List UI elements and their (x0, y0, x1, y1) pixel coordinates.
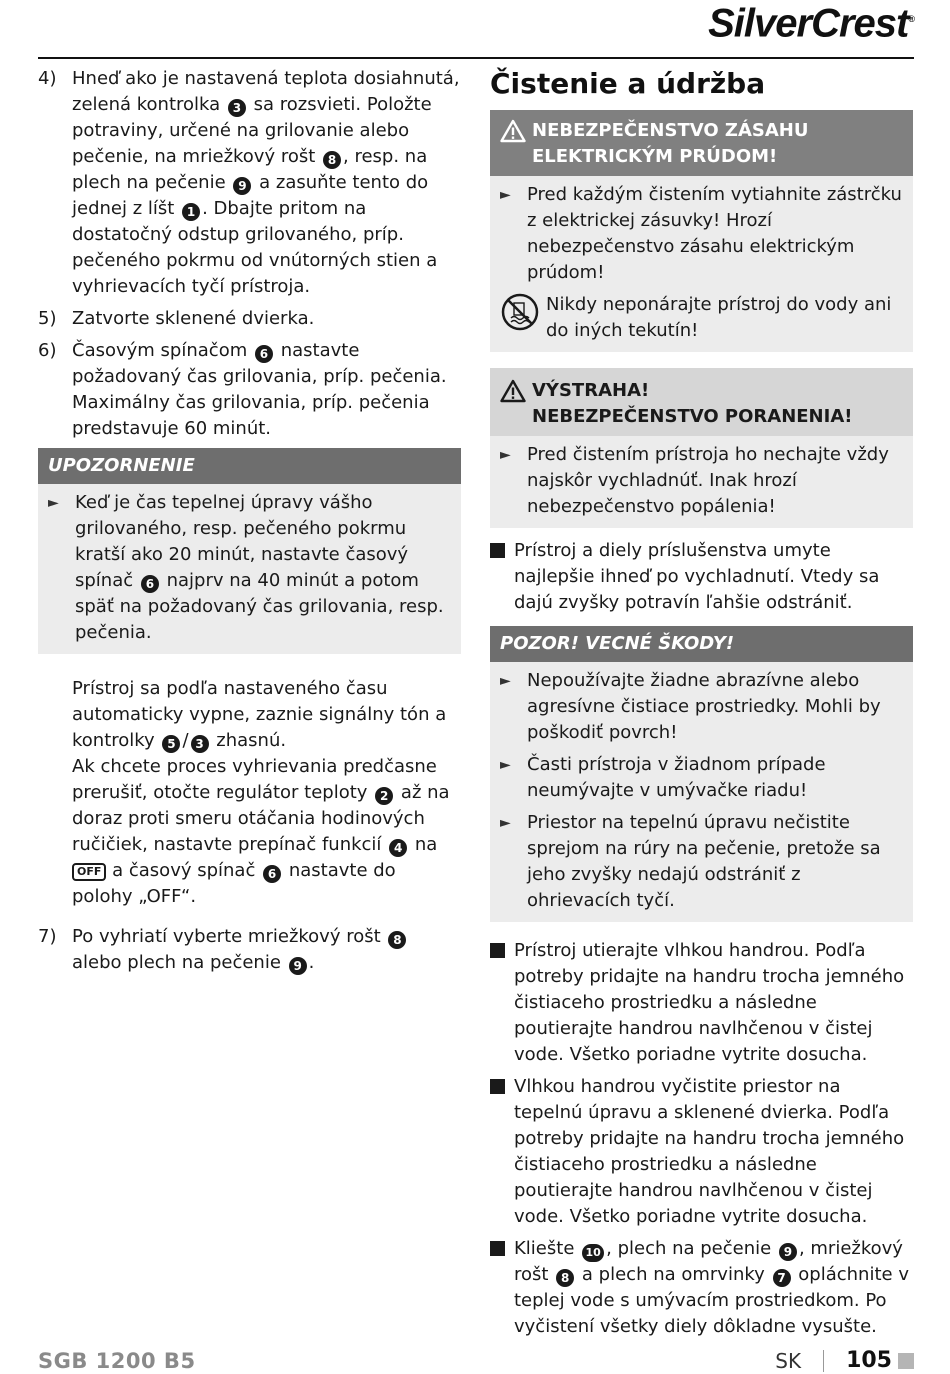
text: zhasnú. (216, 730, 287, 751)
ref-number: 8 (388, 931, 406, 949)
left-column (38, 66, 461, 982)
ref-number: 2 (375, 787, 393, 805)
text: alebo plech na pečenie (72, 952, 281, 973)
note-item (48, 490, 451, 646)
ref-number: 8 (323, 151, 341, 169)
text: Po vyhriatí vyberte mriežkový rošt (72, 926, 381, 947)
section-title: Čistenie a údržba (490, 67, 766, 100)
footer-square-icon (898, 1353, 914, 1369)
text: nastavte požadovaný čas grilovania, príp. pečenia. Maximálny čas grilovania, príp. pečenia predstavuje 60 minút. (72, 340, 447, 439)
item-text: Prístroj utierajte vlhkou handrou. Podľa potreby pridajte na handru trocha jemného čistiaceho prostriedku a následne poutierajte handrou navlhčenou v čistej vode. Všetko poriadne vytrite dosucha. (514, 940, 905, 1065)
item-text: Prístroj a diely príslušenstva umyte najlepšie ihneď po vychladnutí. Vtedy sa dajú zvyšky potravín ľahšie odstrániť. (514, 540, 880, 613)
step-6 (38, 338, 461, 442)
text: a zasuňte tento do jednej z líšt (72, 172, 429, 219)
danger-header (490, 110, 913, 176)
no-immersion-icon (500, 292, 540, 332)
text: Časovým spínačom (72, 340, 248, 361)
caution-item (500, 668, 903, 746)
note-box (38, 448, 461, 654)
ref-number: 9 (289, 957, 307, 975)
step-number: 4) (38, 68, 57, 89)
item-text: Nikdy neponárajte prístroj do vody ani do iných tekutín! (546, 294, 892, 341)
registered-mark: ® (908, 14, 914, 24)
header-rule (38, 57, 914, 59)
warning-item (500, 442, 903, 520)
title-line: ELEKTRICKÝM PRÚDOM! (532, 146, 778, 167)
text: na (414, 834, 438, 855)
square-bullet-icon (490, 1236, 514, 1340)
title-line: VÝSTRAHA! (532, 380, 650, 401)
note-title: UPOZORNENIE (38, 448, 461, 484)
step-4 (38, 66, 461, 300)
ref-number: 9 (233, 177, 251, 195)
arrow-bullet-icon: ► (500, 447, 511, 463)
text: Ak chcete proces vyhrievania predčasne prerušiť, otočte regulátor teploty (72, 756, 437, 803)
text: najprv na 40 minút a potom späť na požadovaný čas grilovania, resp. pečenia. (75, 570, 444, 643)
arrow-bullet-icon: ► (500, 673, 511, 689)
warning-header (490, 368, 913, 436)
step-number: 7) (38, 926, 57, 947)
text: Hneď ako je nastavená teplota dosiahnutá, zelená kontrolka (72, 68, 460, 115)
step-5 (38, 306, 461, 332)
cleaning-item (490, 1236, 913, 1340)
arrow-bullet-icon: ► (48, 495, 59, 511)
ref-number: 7 (773, 1269, 791, 1287)
danger-title (532, 118, 808, 170)
text: , mriežkový rošt (514, 1238, 903, 1285)
note-text (75, 490, 451, 646)
ref-number: 4 (389, 839, 407, 857)
page-number: 105 (846, 1348, 892, 1373)
item-text: Pred každým čistením vytiahnite zástrčku z elektrickej zásuvky! Hrozí nebezpečenstvo zásahu elektrickým prúdom! (527, 184, 902, 283)
no-water-item (500, 292, 903, 344)
item-text: Nepoužívajte žiadne abrazívne alebo agresívne čistiace prostriedky. Mohli by poškodiť povrch! (527, 670, 881, 743)
arrow-bullet-icon: ► (500, 757, 511, 773)
step-text: Zatvorte sklenené dvierka. (72, 308, 315, 329)
step-7 (38, 924, 461, 976)
arrow-bullet-icon: ► (500, 187, 511, 203)
cleaning-item (490, 1074, 913, 1230)
footer-language: SK (775, 1349, 802, 1373)
ref-number: 6 (255, 345, 273, 363)
warning-box (490, 368, 913, 528)
arrow-bullet-icon: ► (500, 815, 511, 831)
step-text (72, 924, 461, 976)
square-bullet-icon (490, 538, 514, 616)
text: Keď je čas tepelnej úpravy vášho grilovaného, resp. pečeného pokrmu kratší ako 20 minút, nastavte časový spínač (75, 492, 409, 591)
warning-triangle-icon (500, 119, 526, 143)
warning-triangle-icon (500, 379, 526, 403)
step-text (72, 66, 461, 300)
danger-item (500, 182, 903, 286)
ref-number: 6 (141, 575, 159, 593)
danger-box (490, 110, 913, 352)
text: , resp. na plech na pečenie (72, 146, 428, 193)
item-text: Vlhkou handrou vyčistite priestor na tepelnú úpravu a sklenené dvierka. Podľa potreby pridajte na handru trocha jemného čistiaceho prostriedku a následne poutierajte handrou navlhčenou v čistej vode. Všetko poriadne vytrite dosucha. (514, 1076, 905, 1227)
text: nastavte do polohy „OFF“. (72, 860, 396, 907)
text: . (308, 952, 315, 973)
item-text (514, 1236, 913, 1340)
cleaning-item (490, 938, 913, 1068)
brand-logo (708, 1, 914, 46)
step-number: 6) (38, 340, 57, 361)
caution-box (490, 626, 913, 922)
caution-title: POZOR! VECNÉ ŠKODY! (490, 626, 913, 662)
ref-number: 3 (228, 99, 246, 117)
item-text: Pred čistením prístroja ho nechajte vždy najskôr vychladnúť. Inak hrozí nebezpečenstvo popálenia! (527, 444, 889, 517)
step-text (72, 338, 461, 442)
cleaning-item (490, 538, 913, 616)
interrupt-paragraph (72, 754, 461, 910)
text: a časový spínač (112, 860, 256, 881)
item-text: Priestor na tepelnú úpravu nečistite sprejom na rúry na pečenie, pretože sa jeho zvyšky nedajú odstrániť z ohrievacích tyčí. (527, 812, 881, 911)
ref-number: 5 (162, 735, 180, 753)
item-text: Časti prístroja v žiadnom prípade neumývajte v umývačke riadu! (527, 754, 826, 801)
text: Prístroj sa podľa nastaveného času automaticky vypne, zaznie signálny tón a kontrolky (72, 678, 447, 751)
footer-divider (823, 1350, 824, 1372)
footer-model: SGB 1200 B5 (38, 1349, 196, 1373)
ref-number: 9 (779, 1243, 797, 1261)
danger-body (490, 176, 913, 352)
ref-number: 1 (182, 203, 200, 221)
caution-item (500, 810, 903, 914)
warning-body (490, 436, 913, 528)
text: a plech na omrvinky (581, 1264, 765, 1285)
brand-name: SilverCrest (708, 1, 909, 46)
square-bullet-icon (490, 1074, 514, 1230)
text: Kliešte (514, 1238, 575, 1259)
slash: / (182, 730, 189, 751)
text: , plech na pečenie (606, 1238, 772, 1259)
ref-number: 6 (263, 865, 281, 883)
ref-number: 3 (191, 735, 209, 753)
text: opláchnite v teplej vode s umývacím prostriedkom. Po vyčistení všetky diely dôkladne vysušte. (514, 1264, 909, 1337)
caution-item (500, 752, 903, 804)
off-symbol: OFF (72, 863, 106, 881)
text: sa rozsvieti. Položte potraviny, určené na grilovanie alebo pečenie, na mriežkový rošt (72, 94, 432, 167)
warning-title (532, 378, 852, 430)
ref-number: 8 (556, 1269, 574, 1287)
title-line: NEBEZPEČENSTVO PORANENIA! (532, 406, 853, 427)
right-column (490, 66, 913, 1346)
footer-pagination (775, 1348, 914, 1374)
title-line: NEBEZPEČENSTVO ZÁSAHU (532, 120, 809, 141)
ref-number: 10 (582, 1244, 604, 1262)
caution-body (490, 662, 913, 922)
note-body (38, 484, 461, 654)
square-bullet-icon (490, 938, 514, 1068)
step-number: 5) (38, 308, 57, 329)
text: až na doraz proti smeru otáčania hodinových ručičiek, nastavte prepínač funkcií (72, 782, 450, 855)
auto-off-paragraph (72, 676, 461, 754)
text: . Dbajte pritom na dostatočný odstup grilovaného, príp. pečeného pokrmu od vnútorných stien a vyhrievacích tyčí prístroja. (72, 198, 438, 297)
